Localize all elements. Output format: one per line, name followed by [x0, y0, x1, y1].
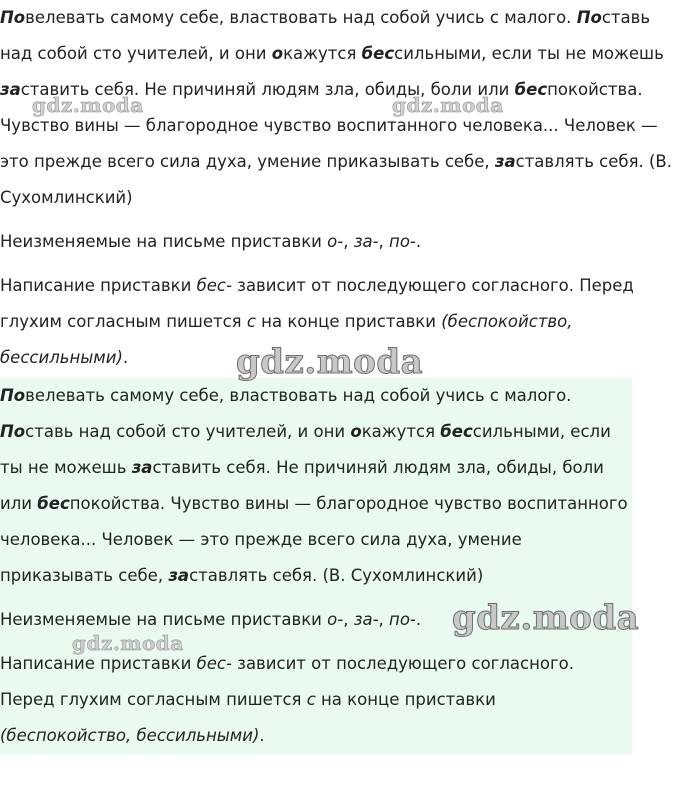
- watermark-logo: gdz.moda: [392, 93, 504, 117]
- rule-unchangeable-prefixes: Неизменяемые на письме приставки о-, за-, по-.: [0, 610, 422, 629]
- quote-paragraph: Повелевать самому себе, властвовать над собой учись с малого. Поставь над собой сто учителей, и они окажутся бессильными, если ты не можешь заставить себя. Не причиняй людям зла, обиды, боли или беспокойства. Чувство вины — благородное чувство воспитанного человека... Человек — это прежде всего сила духа, умение приказывать себе, заставлять себя. (В. Сухомлинский): [0, 386, 628, 585]
- watermark-logo: gdz.moda: [236, 342, 424, 382]
- watermark-logo: gdz.moda: [72, 631, 184, 655]
- watermark-logo: gdz.moda: [452, 598, 640, 638]
- rule-bes-prefix: Написание приставки бес- зависит от последующего согласного. Перед глухим согласным пишется с на конце приставки (беспокойство, бессильными).: [0, 654, 574, 745]
- answer-text-original: [0, 0, 680, 376]
- rule-unchangeable-prefixes: Неизменяемые на письме приставки о-, за-, по-.: [0, 232, 422, 251]
- watermark-logo: gdz.moda: [32, 93, 144, 117]
- quote-paragraph: Повелевать самому себе, властвовать над собой учись с малого. Поставь над собой сто учителей, и они окажутся бессильными, если ты не можешь заставить себя. Не причиняй людям зла, обиды, боли или беспокойства. Чувство вины — благородное чувство воспитанного человека... Человек — это прежде всего сила духа, умение приказывать себе, заставлять себя. (В. Сухомлинский): [0, 8, 672, 207]
- rule-bes-prefix: Написание приставки бес- зависит от последующего согласного. Перед глухим согласным пишется с на конце приставки (беспокойство, бессильными).: [0, 276, 634, 367]
- answer-text-highlighted: [0, 378, 632, 754]
